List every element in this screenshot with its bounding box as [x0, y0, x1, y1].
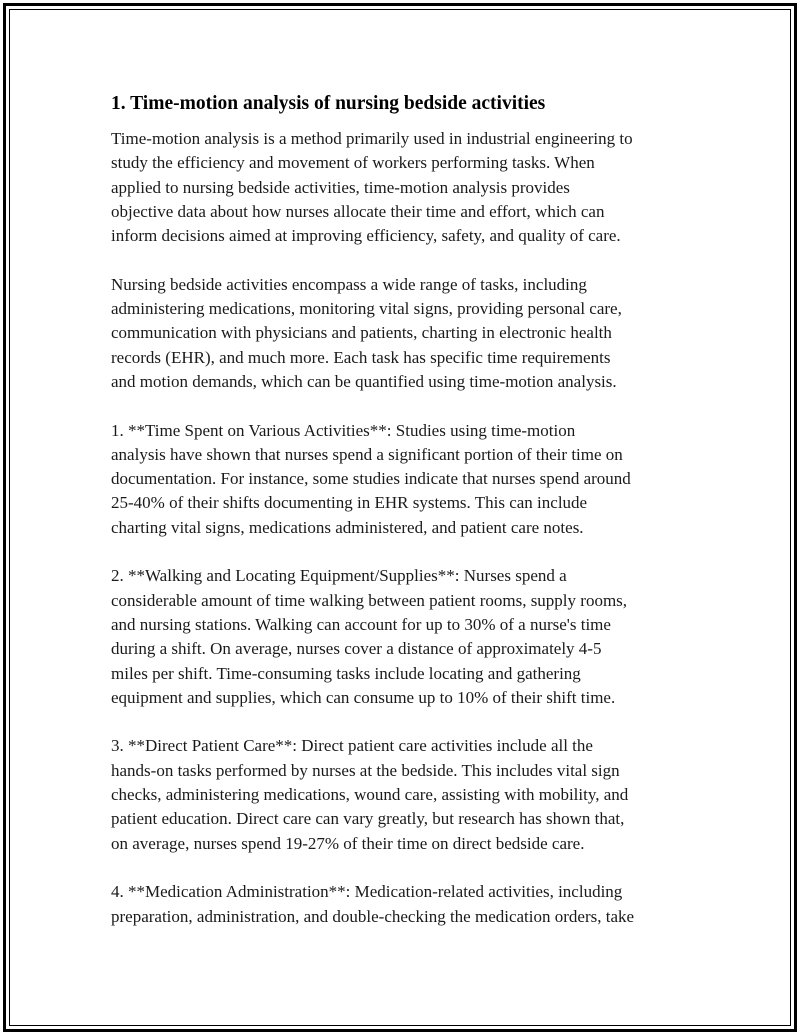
document-body [111, 91, 691, 953]
text-line: objective data about how nurses allocate their time and effort, which can [111, 201, 605, 221]
text-line: 4. **Medication Administration**: Medication-related activities, including [111, 882, 623, 902]
text-line: inform decisions aimed at improving efficiency, safety, and quality of care. [111, 226, 621, 246]
text-line: miles per shift. Time-consuming tasks include locating and gathering [111, 663, 581, 683]
paragraph-intro [111, 127, 691, 248]
paragraph-direct-care [111, 734, 691, 855]
paragraph-walking [111, 564, 691, 710]
text-line: 2. **Walking and Locating Equipment/Supplies**: Nurses spend a [111, 566, 567, 586]
text-line: Nursing bedside activities encompass a wide range of tasks, including [111, 274, 587, 294]
text-line: 3. **Direct Patient Care**: Direct patient care activities include all the [111, 736, 593, 756]
text-line: Time-motion analysis is a method primarily used in industrial engineering to [111, 129, 633, 148]
text-line: applied to nursing bedside activities, time-motion analysis provides [111, 177, 570, 197]
text-line: 1. **Time Spent on Various Activities**: Studies using time-motion [111, 420, 576, 440]
text-line: hands-on tasks performed by nurses at the bedside. This includes vital sign [111, 760, 620, 780]
text-line: administering medications, monitoring vital signs, providing personal care, [111, 299, 622, 319]
text-line: checks, administering medications, wound care, assisting with mobility, and [111, 785, 629, 805]
text-line: equipment and supplies, which can consume up to 10% of their shift time. [111, 687, 616, 707]
text-line: preparation, administration, and double-checking the medication orders, take [111, 906, 635, 926]
text-line: communication with physicians and patients, charting in electronic health [111, 323, 612, 343]
text-line: study the efficiency and movement of workers performing tasks. When [111, 153, 595, 173]
text-line: patient education. Direct care can vary greatly, but research has shown that, [111, 809, 625, 829]
text-line: during a shift. On average, nurses cover a distance of approximately 4-5 [111, 639, 602, 659]
text-line: and motion demands, which can be quantified using time-motion analysis. [111, 371, 617, 391]
paragraph-activities [111, 273, 691, 394]
paragraph-medication [111, 880, 691, 929]
paragraph-time-spent [111, 419, 691, 540]
text-line: analysis have shown that nurses spend a significant portion of their time on [111, 444, 623, 464]
text-line: considerable amount of time walking between patient rooms, supply rooms, [111, 590, 628, 610]
text-line: and nursing stations. Walking can account for up to 30% of a nurse's time [111, 614, 611, 634]
text-line: documentation. For instance, some studies indicate that nurses spend around [111, 469, 631, 489]
text-line: records (EHR), and much more. Each task has specific time requirements [111, 347, 611, 367]
section-heading: 1. Time-motion analysis of nursing bedside activities [111, 93, 546, 114]
text-line: on average, nurses spend 19-27% of their time on direct bedside care. [111, 833, 585, 853]
text-line: 25-40% of their shifts documenting in EHR systems. This can include [111, 493, 588, 513]
text-line: charting vital signs, medications administered, and patient care notes. [111, 517, 584, 537]
